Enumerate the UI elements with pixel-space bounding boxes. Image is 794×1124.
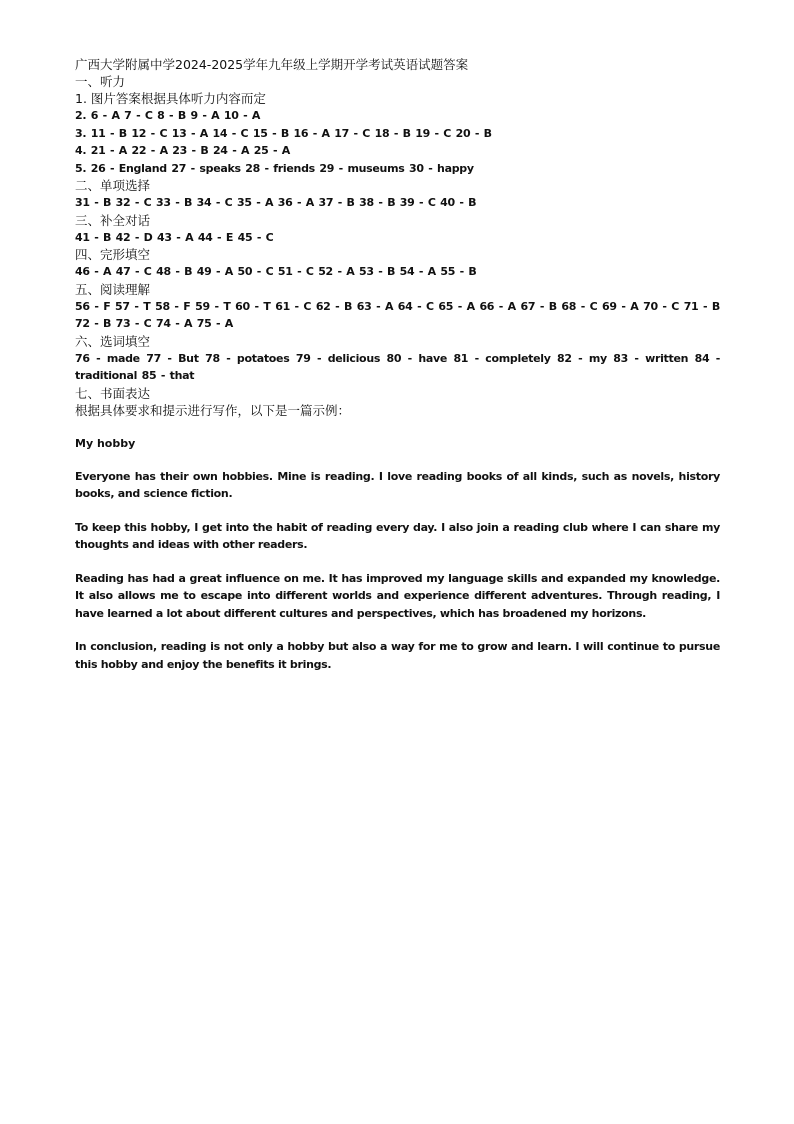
answer-line-listening-1: 1. 图片答案根据具体听力内容而定 <box>75 91 266 106</box>
answer-line-listening-2: 2. 6 - A 7 - C 8 - B 9 - A 10 - A <box>75 109 261 122</box>
answer-line-cloze: 46 - A 47 - C 48 - B 49 - A 50 - C 51 - C 52 - A 53 - B 54 - A 55 - B <box>75 265 477 278</box>
essay-paragraph-4: In conclusion, reading is not only a hobby but also a way for me to grow and learn. I will continue to pursue this hobby and enjoy the benefits it brings. <box>75 640 720 671</box>
essay-paragraph-3: Reading has had a great influence on me. It has improved my language skills and expanded my knowledge. It also allows me to escape into different worlds and experience different adventures. Through reading, I have learned a lot about different cultures and perspectives, which has broadened my horizons. <box>75 571 720 620</box>
section-heading-cloze: 四、完形填空 <box>75 247 151 262</box>
essay-title: My hobby <box>75 436 136 450</box>
answer-line-listening-5: 5. 26 - England 27 - speaks 28 - friends 29 - museums 30 - happy <box>75 161 474 175</box>
section-heading-listening: 一、听力 <box>75 74 126 89</box>
document-title: 广西大学附属中学2024-2025学年九年级上学期开学考试英语试题答案 <box>75 57 469 72</box>
essay-paragraph-2: To keep this hobby, I get into the habit of reading every day. I also join a reading club where I can share my thoughts and ideas with other readers. <box>75 520 720 551</box>
document-page <box>75 56 720 673</box>
answer-line-listening-4: 4. 21 - A 22 - A 23 - B 24 - A 25 - A <box>75 144 290 157</box>
section-heading-writing: 七、书面表达 <box>75 385 151 401</box>
answer-line-reading: 56 - F 57 - T 58 - F 59 - T 60 - T 61 - C 62 - B 63 - A 64 - C 65 - A 66 - A 67 - B 68 - C 69 - A 70 - C 71 - B 72 - B 73 - C 74 - A 75 - A <box>75 299 720 330</box>
answer-line-listening-3: 3. 11 - B 12 - C 13 - A 14 - C 15 - B 16 - A 17 - C 18 - B 19 - C 20 - B <box>75 126 492 140</box>
section-heading-word-fill: 六、选词填空 <box>75 333 151 349</box>
section-heading-single-choice: 二、单项选择 <box>75 178 151 193</box>
section-heading-dialogue: 三、补全对话 <box>75 212 151 228</box>
answer-line-dialogue: 41 - B 42 - D 43 - A 44 - E 45 - C <box>75 230 274 244</box>
essay-paragraph-1: Everyone has their own hobbies. Mine is reading. I love reading books of all kinds, such as novels, history books, and science fiction. <box>75 469 720 500</box>
writing-intro: 根据具体要求和提示进行写作，以下是一篇示例： <box>75 402 351 418</box>
answer-line-single-choice: 31 - B 32 - C 33 - B 34 - C 35 - A 36 - A 37 - B 38 - B 39 - C 40 - B <box>75 196 477 209</box>
answer-line-word-fill: 76 - made 77 - But 78 - potatoes 79 - delicious 80 - have 81 - completely 82 - my 83 - written 84 - traditional 85 - that <box>75 351 720 382</box>
section-heading-reading: 五、阅读理解 <box>75 281 151 297</box>
